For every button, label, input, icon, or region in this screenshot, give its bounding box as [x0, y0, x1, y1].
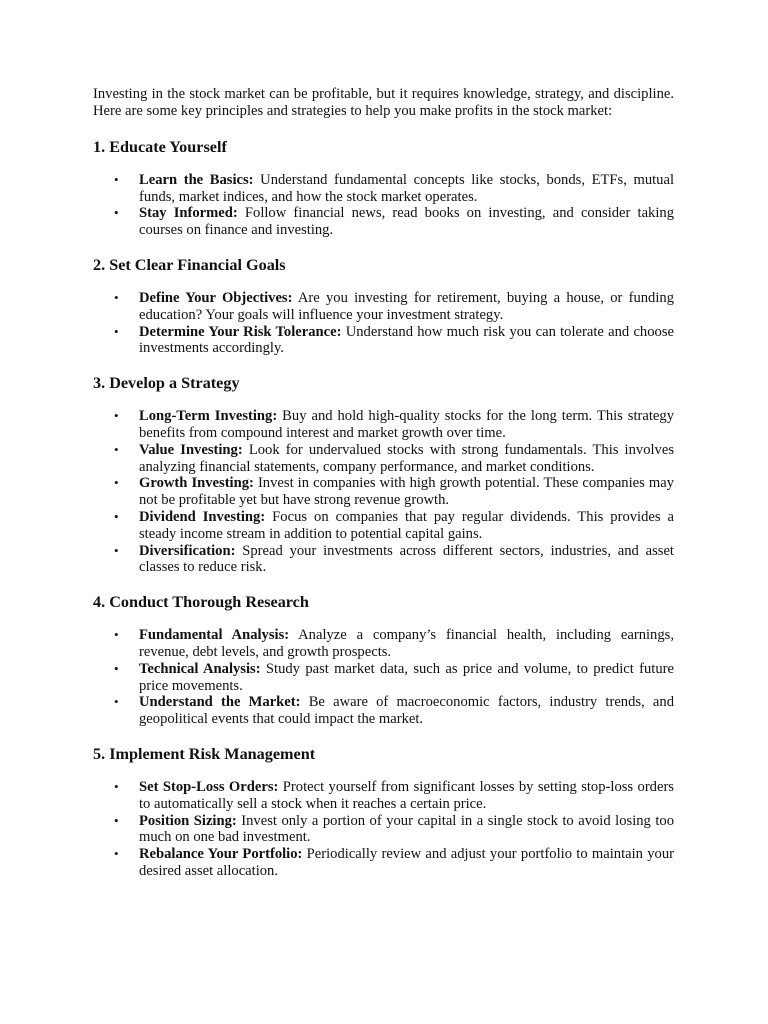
item-text: Focus on companies that pay regular dividends. This provides a steady income stream in addition to potential capital gains.	[139, 508, 675, 542]
item-text: Spread your investments across different sectors, industries, and asset classes to reduce risk.	[139, 542, 674, 576]
item-term: Define Your Objectives:	[139, 290, 293, 306]
item-text: Understand how much risk you can tolerate and choose investments accordingly.	[139, 323, 674, 357]
item-text: Buy and hold high-quality stocks for the long term. This strategy benefits from compound interest and market growth over time.	[139, 408, 675, 441]
item-term: Fundamental Analysis:	[139, 627, 290, 644]
list-item	[93, 475, 674, 509]
list-item	[93, 779, 674, 813]
list-item	[93, 813, 674, 847]
bullet-list	[93, 779, 674, 880]
item-text: Protect yourself from significant losses by setting stop-loss orders to automatically sell a stock when it reaches a certain price.	[139, 778, 674, 812]
item-term: Determine Your Risk Tolerance:	[139, 323, 342, 340]
bullet-icon: •	[114, 694, 119, 710]
list-item	[93, 408, 674, 442]
bullet-icon: •	[114, 323, 119, 339]
list-item	[93, 661, 674, 695]
item-term: Diversification:	[139, 542, 236, 559]
bullet-icon: •	[114, 508, 119, 524]
item-term: Position Sizing:	[139, 812, 237, 829]
item-text: Look for undervalued stocks with strong fundamentals. This involves analyzing financial statements, company performance, and market conditions.	[139, 441, 674, 475]
bullet-list	[93, 172, 674, 239]
section-heading: 4. Conduct Thorough Research	[93, 593, 309, 612]
section-heading: 1. Educate Yourself	[93, 137, 227, 156]
item-text: Analyze a company’s financial health, including earnings, revenue, debt levels, and growth prospects.	[139, 627, 674, 660]
item-term: Learn the Basics:	[139, 171, 254, 188]
item-term: Long-Term Investing:	[139, 408, 278, 425]
item-term: Value Investing:	[139, 441, 243, 458]
bullet-icon: •	[114, 475, 119, 491]
list-item	[93, 509, 674, 543]
item-term: Set Stop-Loss Orders:	[139, 778, 279, 795]
section-5	[93, 744, 674, 880]
item-text: Be aware of macroeconomic factors, industry trends, and geopolitical events that could impact the market.	[139, 694, 674, 728]
section-4	[93, 592, 674, 728]
section-heading: 5. Implement Risk Management	[93, 744, 316, 763]
item-text: Understand fundamental concepts like stocks, bonds, ETFs, mutual funds, market indices, and how the stock market operates.	[139, 171, 674, 205]
bullet-icon: •	[114, 441, 119, 457]
list-item	[93, 627, 674, 661]
list-item	[93, 290, 674, 324]
item-term: Technical Analysis:	[139, 660, 261, 677]
bullet-icon: •	[114, 542, 119, 558]
item-term: Understand the Market:	[139, 694, 301, 711]
item-text: Are you investing for retirement, buying a house, or funding education? Your goals will influence your investment strategy.	[139, 290, 674, 323]
section-heading: 2. Set Clear Financial Goals	[93, 256, 286, 274]
bullet-list	[93, 408, 674, 576]
bullet-list	[93, 627, 674, 728]
list-item	[93, 324, 674, 358]
bullet-icon: •	[114, 290, 119, 305]
bullet-icon: •	[114, 778, 119, 794]
item-term: Growth Investing:	[139, 475, 254, 492]
bullet-icon: •	[114, 660, 119, 676]
section-3	[93, 373, 674, 576]
bullet-icon: •	[114, 846, 119, 862]
item-text: Invest in companies with high growth potential. These companies may not be profitable yet but have strong revenue growth.	[139, 475, 674, 509]
item-term: Stay Informed:	[139, 205, 238, 222]
bullet-icon: •	[114, 812, 119, 828]
list-item	[93, 694, 674, 728]
section-1	[93, 137, 674, 239]
item-text: Follow financial news, read books on investing, and consider taking courses on finance and investing.	[139, 205, 675, 239]
intro-paragraph: Investing in the stock market can be profitable, but it requires knowledge, strategy, and discipline. Here are some key principles and strategies to help you make profits in the stock market:	[93, 86, 674, 120]
bullet-icon: •	[114, 205, 119, 221]
list-item	[93, 172, 674, 206]
item-term: Dividend Investing:	[139, 508, 266, 525]
item-text: Study past market data, such as price and volume, to predict future price movements.	[139, 660, 674, 694]
bullet-icon: •	[114, 408, 119, 424]
list-item	[93, 846, 674, 880]
list-item	[93, 543, 674, 577]
section-heading: 3. Develop a Strategy	[93, 374, 240, 393]
item-text: Periodically review and adjust your portfolio to maintain your desired asset allocation.	[139, 846, 674, 879]
item-term: Rebalance Your Portfolio:	[139, 846, 303, 863]
list-item	[93, 205, 674, 239]
bullet-list	[93, 290, 674, 357]
bullet-icon: •	[114, 171, 119, 187]
section-2	[93, 255, 674, 357]
item-text: Invest only a portion of your capital in a single stock to avoid losing too much on one bad investment.	[139, 812, 674, 846]
list-item	[93, 442, 674, 476]
bullet-icon: •	[114, 627, 119, 643]
